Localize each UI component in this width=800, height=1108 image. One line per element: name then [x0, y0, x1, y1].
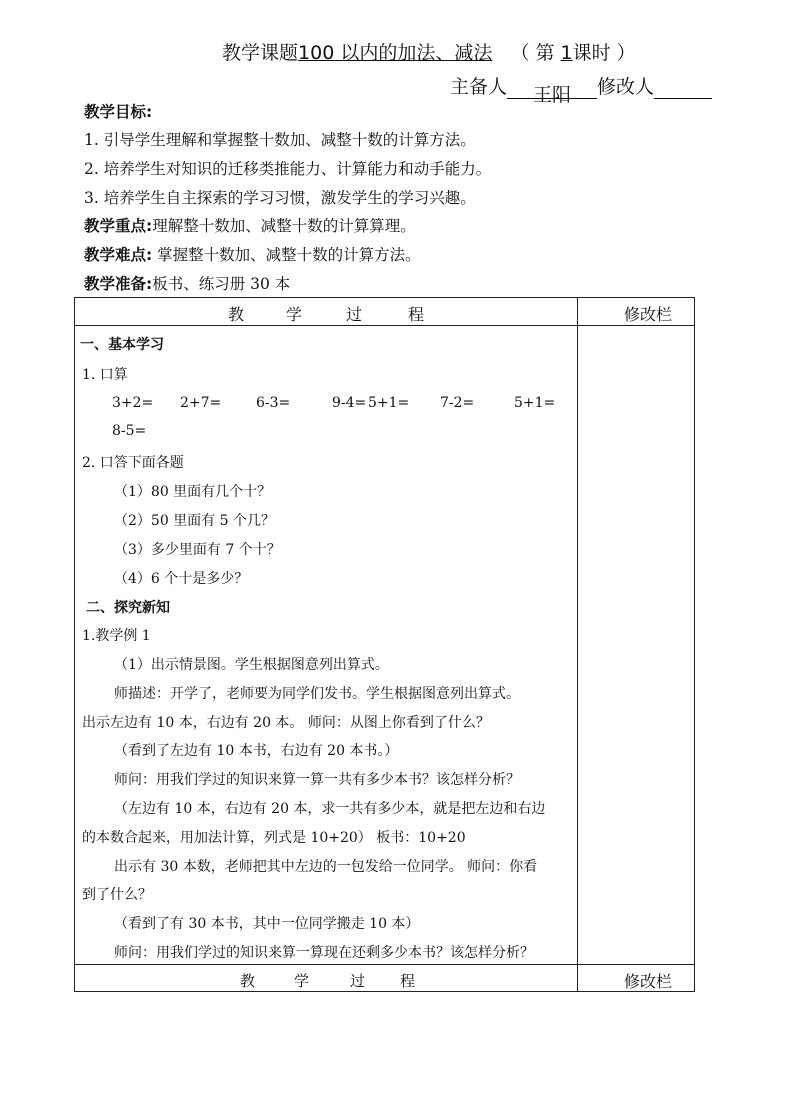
- col-process-char: 过: [346, 305, 363, 324]
- lesson-line: 的本数合起来，用加法计算，列式是 10+20） 板书：10+20: [82, 830, 466, 846]
- difficulty-label: 教学难点:: [84, 246, 153, 264]
- footer-process-char: 过: [350, 972, 366, 990]
- lesson-line: （看到了左边有 10 本书，右边有 20 本书。）: [114, 743, 399, 759]
- lesson-prefix: （ 第: [510, 42, 555, 64]
- prep-text: 板书、练习册 30 本: [152, 275, 291, 293]
- lesson-line: （左边有 10 本，右边有 20 本，求一共有多少本，就是把左边和右边: [114, 801, 546, 817]
- lesson-number: 1: [560, 42, 573, 64]
- lesson-line: 师问：用我们学过的知识来算一算现在还剩多少本书？该怎样分析？: [114, 945, 534, 961]
- section-explore: 二、探究新知: [86, 600, 170, 616]
- lesson-line: （1）出示情景图。学生根据图意列出算式。: [114, 657, 389, 673]
- equation: 8-5=: [112, 423, 147, 439]
- prep-line: [84, 272, 290, 294]
- footer-divider: [74, 964, 695, 965]
- table-column-divider: [577, 297, 578, 992]
- col-process-char: 教: [228, 305, 245, 324]
- equation: 6-3=: [256, 395, 291, 411]
- focus-label: 教学重点:: [84, 217, 153, 235]
- difficulty-line: [84, 243, 421, 265]
- example-heading: 1.教学例 1: [82, 628, 151, 644]
- equation: 5+1=: [514, 395, 556, 411]
- lesson-suffix: 课时 ）: [572, 42, 636, 64]
- title-topic: 100 以内的加法、减法: [298, 42, 493, 64]
- lesson-line: 出示左边有 10 本，右边有 20 本。 师问：从图上你看到了什么？: [82, 715, 490, 731]
- prep-label: 教学准备:: [84, 275, 153, 293]
- equation: 3+2=: [112, 395, 154, 411]
- reviser-label: 修改人: [597, 76, 655, 98]
- lesson-line: 出示有 30 本数，老师把其中左边的一包发给一位同学。 师问：你看: [114, 859, 538, 875]
- preparer-name: 王阳: [533, 84, 572, 106]
- oral-answer-heading: 2. 口答下面各题: [82, 455, 184, 471]
- question: （2）50 里面有 5 个几？: [114, 513, 275, 529]
- goals-heading: 教学目标:: [84, 103, 153, 121]
- footer-process-char: 学: [294, 972, 310, 990]
- lesson-title: [222, 38, 636, 65]
- goal-item: 3. 培养学生自主探索的学习习惯，激发学生的学习兴趣。: [84, 189, 476, 207]
- lesson-line: 到了什么？: [82, 887, 152, 903]
- equation: 9-4=: [332, 395, 367, 411]
- col-process-char: 学: [286, 305, 303, 324]
- goal-item: 1. 引导学生理解和掌握整十数加、减整十数的计算方法。: [84, 131, 476, 149]
- equation: 7-2=: [440, 395, 475, 411]
- focus-text: 理解整十数加、减整十数的计算算理。: [152, 217, 416, 235]
- footer-revise-header: 修改栏: [624, 972, 673, 991]
- preparer-field: [507, 80, 597, 106]
- goal-item: 2. 培养学生对知识的迁移类推能力、计算能力和动手能力。: [84, 160, 492, 178]
- lesson-line: （看到了有 30 本书，其中一位同学搬走 10 本）: [114, 916, 420, 932]
- question: （4）6 个十是多少？: [114, 571, 249, 587]
- title-label: 教学课题: [222, 42, 299, 64]
- preparer-label: 主备人: [450, 76, 508, 98]
- equation: 5+1=: [368, 395, 410, 411]
- col-process-char: 程: [408, 305, 425, 324]
- question: （1）80 里面有几个十？: [114, 484, 272, 500]
- focus-line: [84, 214, 416, 236]
- lesson-line: 师问：用我们学过的知识来算一算一共有多少本书？该怎样分析？: [114, 772, 520, 788]
- reviser-field: [654, 80, 712, 99]
- oral-calc-heading: 1. 口算: [82, 367, 128, 383]
- col-revise-header: 修改栏: [624, 305, 673, 324]
- author-line: [450, 72, 712, 106]
- section-basic: 一、基本学习: [80, 337, 164, 353]
- difficulty-text: 掌握整十数加、减整十数的计算方法。: [152, 246, 421, 264]
- footer-process-char: 教: [240, 972, 256, 990]
- footer-process-char: 程: [400, 972, 416, 990]
- header-divider: [74, 325, 695, 326]
- equation: 2+7=: [180, 395, 222, 411]
- lesson-line: 师描述：开学了，老师要为同学们发书。学生根据图意列出算式。: [114, 686, 520, 702]
- question: （3）多少里面有 7 个十？: [114, 542, 281, 558]
